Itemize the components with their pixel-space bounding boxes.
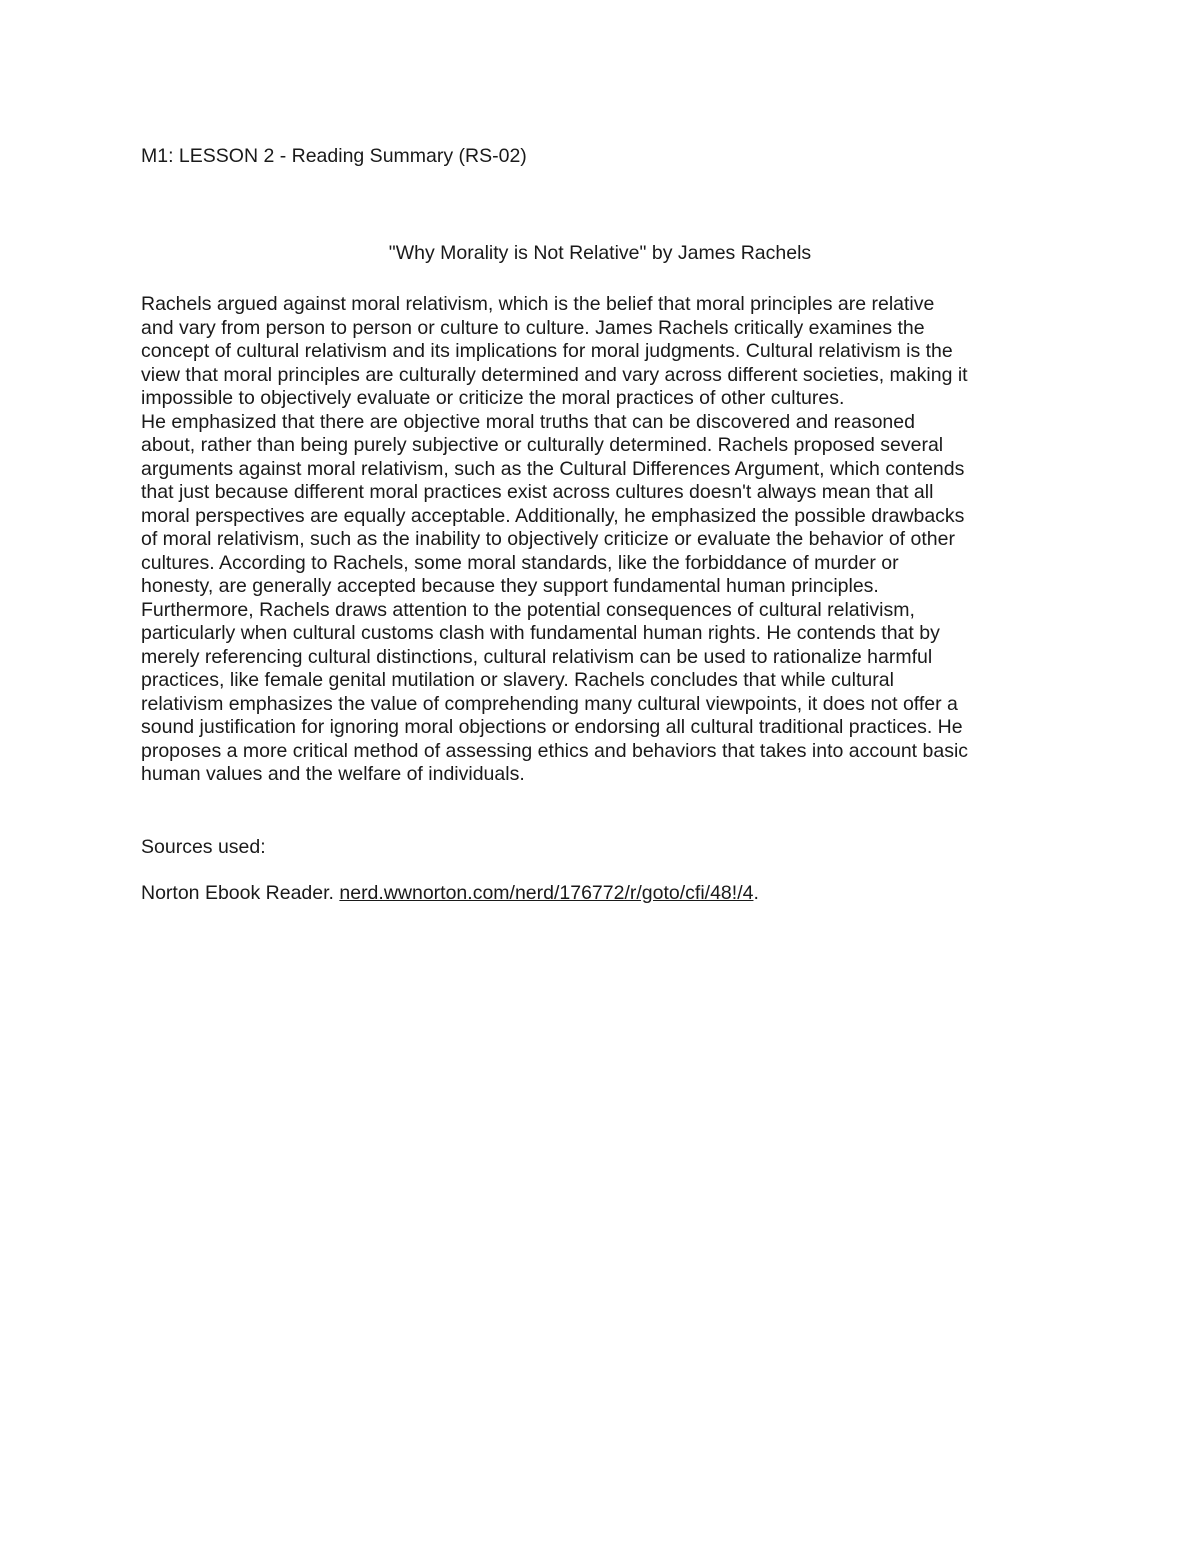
body-line: view that moral principles are culturally determined and vary across different societies, making it: [141, 363, 968, 386]
body-line: human values and the welfare of individuals.: [141, 763, 525, 785]
body-line: relativism emphasizes the value of comprehending many cultural viewpoints, it does not offer a: [141, 692, 958, 715]
body-line: proposes a more critical method of assessing ethics and behaviors that takes into account basic: [141, 739, 969, 762]
source-citation: [141, 881, 759, 905]
body-line: sound justification for ignoring moral objections or endorsing all cultural traditional practices. He: [141, 716, 963, 738]
body-line: concept of cultural relativism and its implications for moral judgments. Cultural relativism is the: [141, 340, 953, 362]
citation-link[interactable]: nerd.wwnorton.com/nerd/176772/r/goto/cfi/48!/4: [339, 882, 754, 904]
body-line: of moral relativism, such as the inability to objectively criticize or evaluate the behavior of other: [141, 528, 955, 550]
body-line: Furthermore, Rachels draws attention to the potential consequences of cultural relativism,: [141, 598, 915, 621]
citation-prefix: Norton Ebook Reader.: [141, 882, 340, 904]
body-line: merely referencing cultural distinctions, cultural relativism can be used to rationalize harmful: [141, 645, 933, 668]
body-line: and vary from person to person or culture to culture. James Rachels critically examines the: [141, 316, 925, 339]
lesson-header: M1: LESSON 2 - Reading Summary (RS-02): [141, 145, 527, 167]
body-line: that just because different moral practices exist across cultures doesn't always mean that all: [141, 481, 934, 503]
body-line: honesty, are generally accepted because they support fundamental human principles.: [141, 575, 879, 597]
body-line: about, rather than being purely subjective or culturally determined. Rachels proposed several: [141, 434, 944, 456]
body-line: impossible to objectively evaluate or criticize the moral practices of other cultures.: [141, 387, 845, 409]
body-line: moral perspectives are equally acceptable. Additionally, he emphasized the possible drawbacks: [141, 504, 965, 527]
body-line: Rachels argued against moral relativism, which is the belief that moral principles are relative: [141, 293, 935, 315]
summary-body: [141, 293, 1071, 787]
body-line: He emphasized that there are objective moral truths that can be discovered and reasoned: [141, 410, 915, 433]
body-line: cultures. According to Rachels, some moral standards, like the forbiddance of murder or: [141, 551, 899, 574]
body-line: particularly when cultural customs clash with fundamental human rights. He contends that by: [141, 622, 940, 644]
body-line: practices, like female genital mutilation or slavery. Rachels concludes that while cultural: [141, 669, 894, 691]
document-title: "Why Morality is Not Relative" by James Rachels: [388, 242, 812, 264]
body-line: arguments against moral relativism, such as the Cultural Differences Argument, which contends: [141, 457, 965, 480]
citation-suffix: .: [753, 882, 759, 904]
sources-label: Sources used:: [141, 836, 266, 858]
